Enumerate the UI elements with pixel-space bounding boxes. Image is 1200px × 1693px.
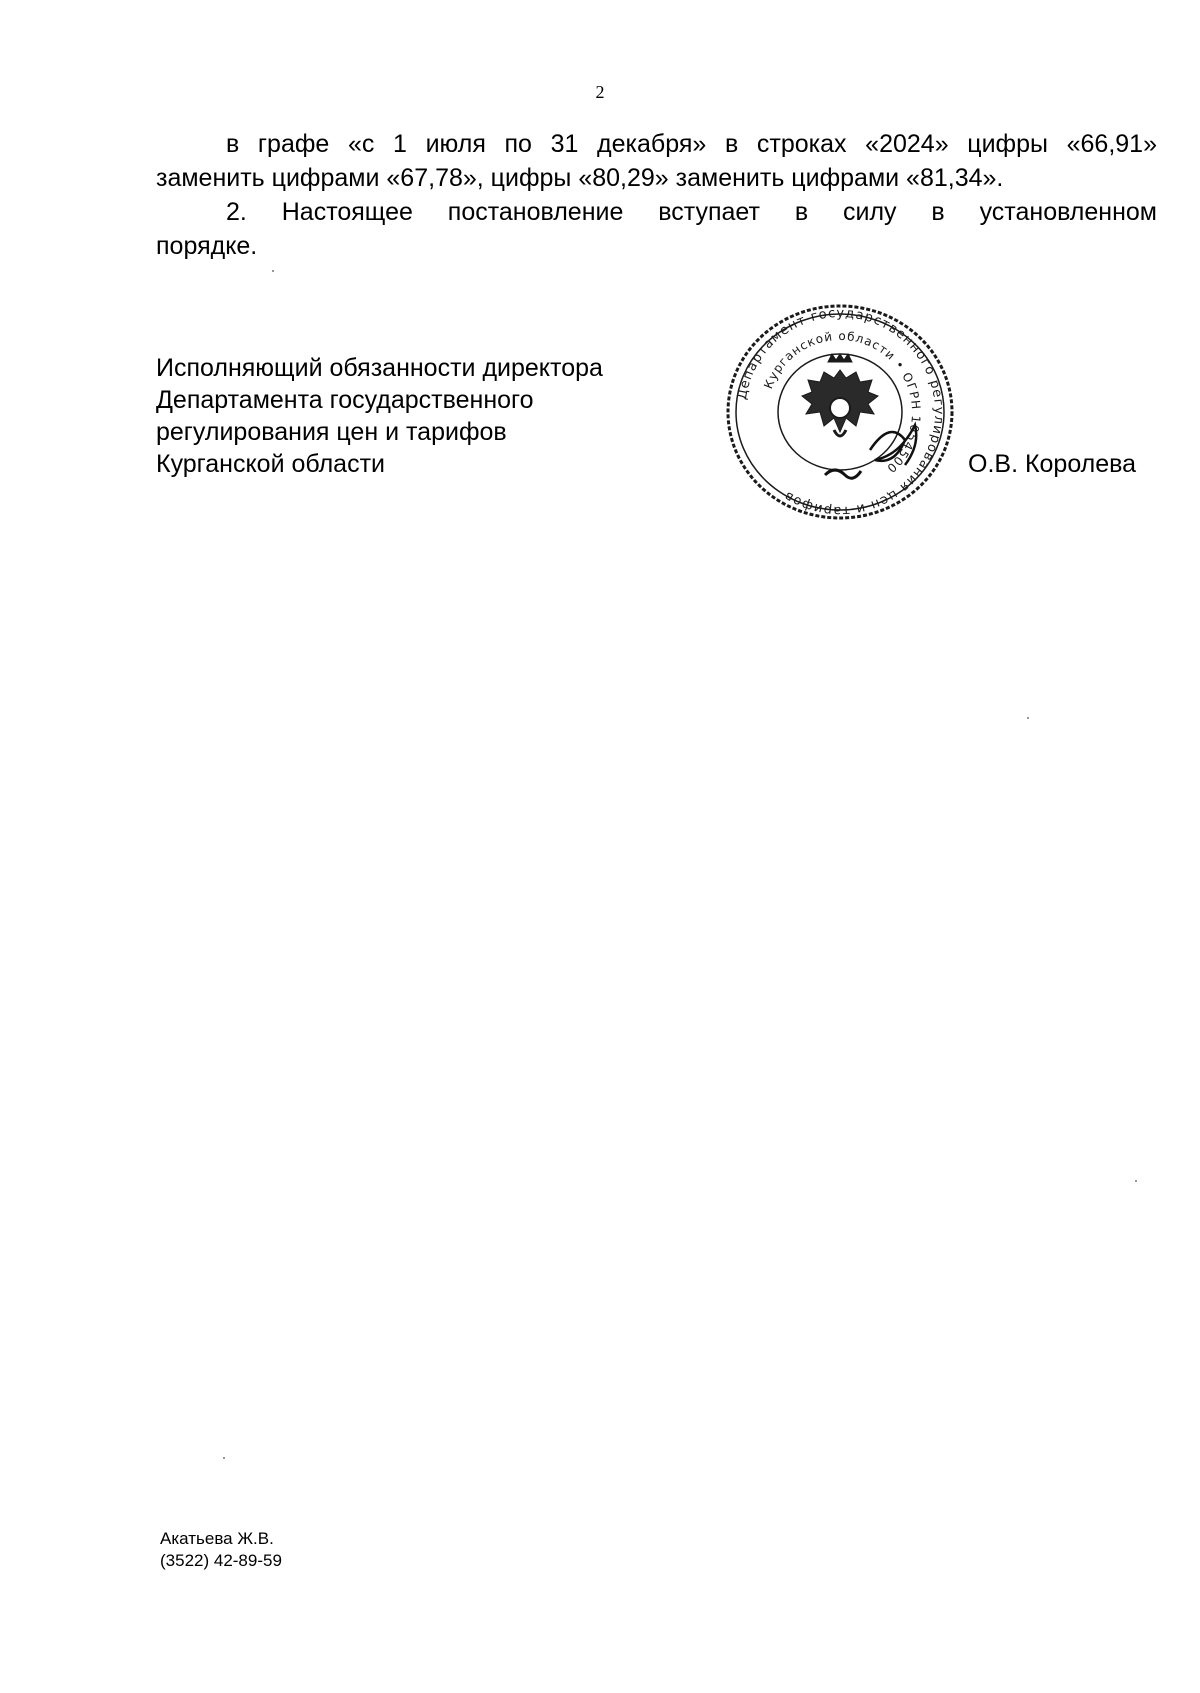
scan-speck <box>272 270 274 272</box>
signatory-title-line: регулирования цен и тарифов <box>156 418 507 446</box>
paragraph-line: в графе «с 1 июля по 31 декабря» в строках «2024» цифры «66,91» <box>226 130 1157 158</box>
seal-outer-text: Департамент государственного регулирования цен и тарифов <box>734 305 947 519</box>
coat-of-arms-icon <box>802 354 878 436</box>
official-seal <box>720 300 960 525</box>
paragraph-amendment <box>156 127 1157 195</box>
paragraph-line: порядке. <box>156 232 258 260</box>
document-body <box>156 127 1157 263</box>
signatory-name: О.В. Королева <box>968 450 1137 478</box>
signatory-title-line: Исполняющий обязанности директора <box>156 354 603 382</box>
scan-speck <box>1135 1180 1137 1182</box>
paragraph-line: заменить цифрами «67,78», цифры «80,29» заменить цифрами «81,34». <box>156 164 1004 192</box>
executor-name: Акатьева Ж.В. <box>160 1529 274 1548</box>
signatory-title-line: Курганской области <box>156 450 386 478</box>
paragraph-effective-date <box>156 195 1157 263</box>
signatory-title-line: Департамента государственного <box>156 386 534 414</box>
page-number: 2 <box>595 82 605 102</box>
signatory-title <box>156 352 603 480</box>
seal-inner-text: Курганской области • ОГРН 1054500 <box>761 328 924 476</box>
scan-speck <box>223 1457 225 1459</box>
executor-phone: (3522) 42-89-59 <box>160 1551 282 1570</box>
scan-speck <box>1027 717 1029 719</box>
executor-contact <box>160 1528 282 1572</box>
paragraph-line: 2. Настоящее постановление вступает в силу в установленном <box>226 198 1157 226</box>
seal-graphic <box>720 300 960 525</box>
